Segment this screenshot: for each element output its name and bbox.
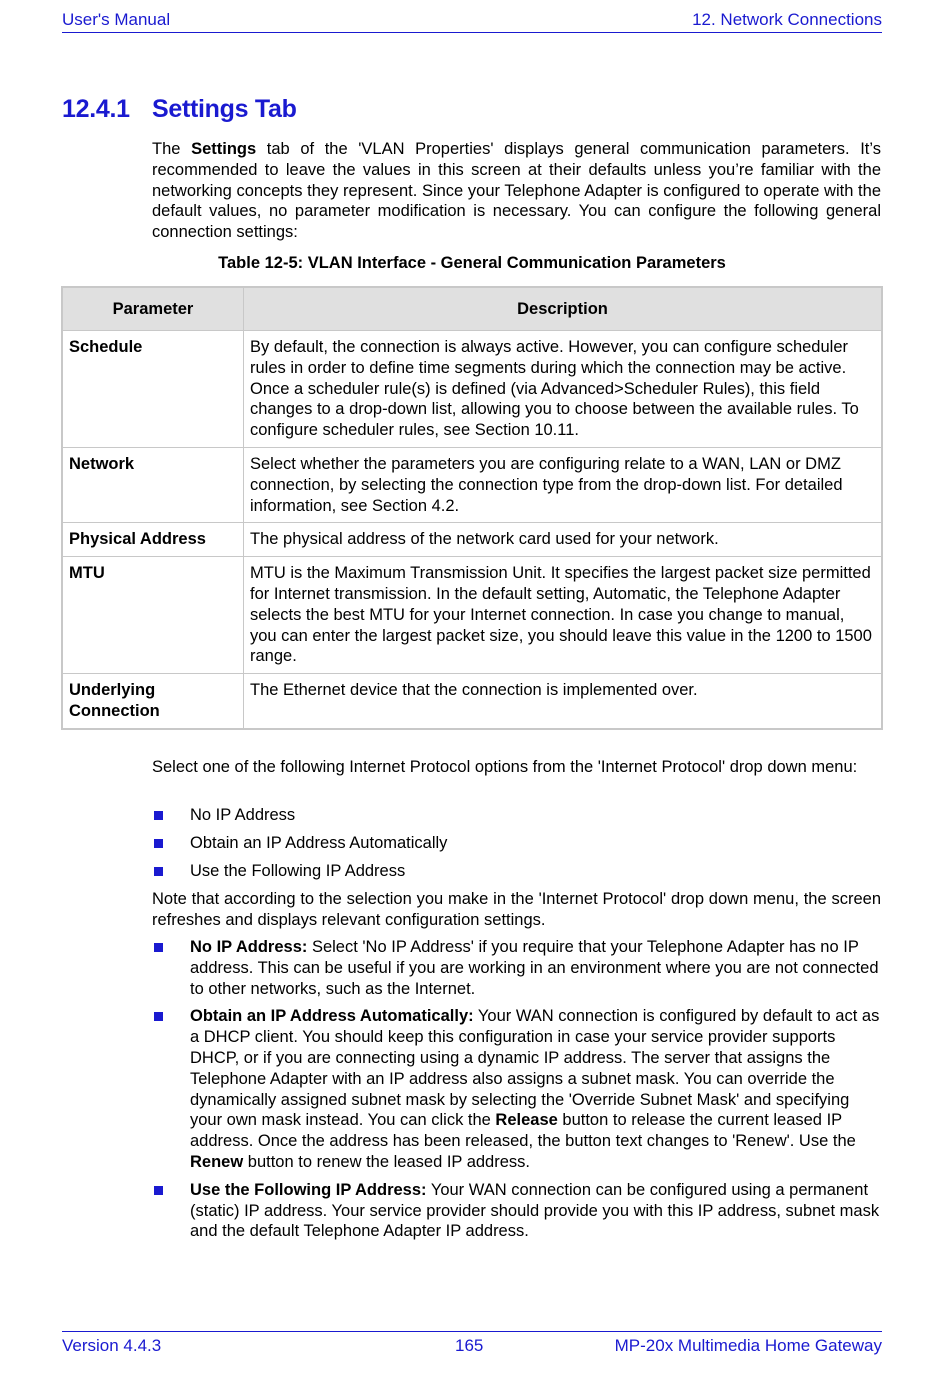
intro-text-start: The [152, 140, 192, 158]
param-cell: MTU [62, 557, 244, 674]
footer-product-name: MP-20x Multimedia Home Gateway [614, 1336, 882, 1355]
section-heading [62, 95, 297, 124]
protocol-intro-paragraph: Select one of the following Internet Protocol options from the 'Internet Protocol' drop down menu: [152, 758, 858, 776]
section-title: Settings Tab [152, 95, 297, 123]
footer-page-number: 165 [455, 1336, 484, 1355]
column-header-description: Description [244, 287, 883, 331]
intro-bold-term: Settings [191, 140, 257, 158]
detail-term: No IP Address: [190, 938, 308, 956]
list-item [152, 937, 881, 999]
table-caption: Table 12-5: VLAN Interface - General Communication Parameters [218, 254, 726, 272]
table-row [62, 557, 882, 674]
description-cell: By default, the connection is always active. However, you can configure scheduler rules in order to define time segments during which the connection may be active. Once a scheduler rule(s) is defined (via Advanced>Scheduler Rules), this field changes to a drop-down list, allowing you to choose between the available rules. To configure scheduler rules, see Section 10.11. [244, 331, 883, 448]
detail-text: Your WAN connection is configured by default to act as a DHCP client. You should keep this configuration in case your service provider supports DHCP, or if you are connecting using a dynamic IP address. The server that assigns the Telephone Adapter with an IP address also assigns a subnet mask. You can override the dynamically assigned subnet mask by selecting the 'Override Subnet Mask' and specifying your own mask instead. You can click the [190, 1007, 880, 1130]
description-cell: Select whether the parameters you are configuring relate to a WAN, LAN or DMZ connection, by selecting the connection type from the drop-down list. For detailed information, see Section 4.2. [244, 447, 883, 522]
page-header [62, 10, 882, 33]
description-cell: The physical address of the network card used for your network. [244, 523, 883, 557]
header-chapter-title: 12. Network Connections [692, 10, 882, 29]
table-row [62, 447, 882, 522]
list-item: Obtain an IP Address Automatically [152, 833, 881, 854]
param-cell: Schedule [62, 331, 244, 448]
page-footer [62, 1331, 882, 1355]
footer-version: Version 4.4.3 [62, 1336, 162, 1355]
list-item: Use the Following IP Address [152, 861, 881, 882]
intro-text-rest: tab of the 'VLAN Properties' displays general communication parameters. It’s recommended to leave the values in this screen at their defaults unless you’re familiar with the networking concepts they represent. Since your Telephone Adapter is configured to operate with the default values, no parameter modification is necessary. You can configure the following general connection settings: [152, 140, 881, 242]
param-cell: Underlying Connection [62, 674, 244, 729]
detail-text: button to renew the leased IP address. [243, 1152, 530, 1171]
description-cell: MTU is the Maximum Transmission Unit. It specifies the largest packet size permitted for Internet transmission. In the default setting, Automatic, the Telephone Adapter selects the best MTU for your Internet connection. In case you change to manual, you can enter the largest packet size, you should leave this value in the 1200 to 1500 range. [244, 557, 883, 674]
table-row [62, 674, 882, 729]
protocol-options-list [152, 805, 881, 881]
list-item [152, 1006, 881, 1172]
detail-text: Select 'No IP Address' if you require that your Telephone Adapter has no IP address. This can be useful if you are working in an environment where you are not connected to other networks, such as the Internet. [190, 938, 879, 998]
header-manual-title: User's Manual [62, 10, 171, 29]
table-row [62, 331, 882, 448]
note-paragraph: Note that according to the selection you make in the 'Internet Protocol' drop down menu, the screen refreshes and displays relevant configuration settings. [152, 890, 881, 929]
detail-term: Use the Following IP Address: [190, 1180, 427, 1199]
column-header-parameter: Parameter [62, 287, 244, 331]
table-header-row [62, 287, 882, 331]
option-details-list [152, 937, 881, 1242]
list-item: No IP Address [152, 805, 881, 826]
release-term: Release [495, 1111, 558, 1130]
table-row [62, 523, 882, 557]
detail-term: Obtain an IP Address Automatically: [190, 1007, 474, 1026]
detail-text: Your WAN connection can be configured using a permanent (static) IP address. Your service provider should provide you with this IP address, subnet mask and the default Telephone Adapter IP address. [190, 1180, 880, 1241]
intro-paragraph [152, 139, 881, 243]
param-cell: Physical Address [62, 523, 244, 557]
description-cell: The Ethernet device that the connection is implemented over. [244, 674, 883, 729]
detail-text: button to release the current leased IP address. Once the address has been released, the button text changes to 'Renew'. Use the [190, 1111, 856, 1151]
renew-term: Renew [190, 1152, 244, 1171]
list-item [152, 1180, 881, 1242]
section-number: 12.4.1 [62, 95, 130, 123]
param-cell: Network [62, 447, 244, 522]
parameters-table [61, 286, 883, 730]
